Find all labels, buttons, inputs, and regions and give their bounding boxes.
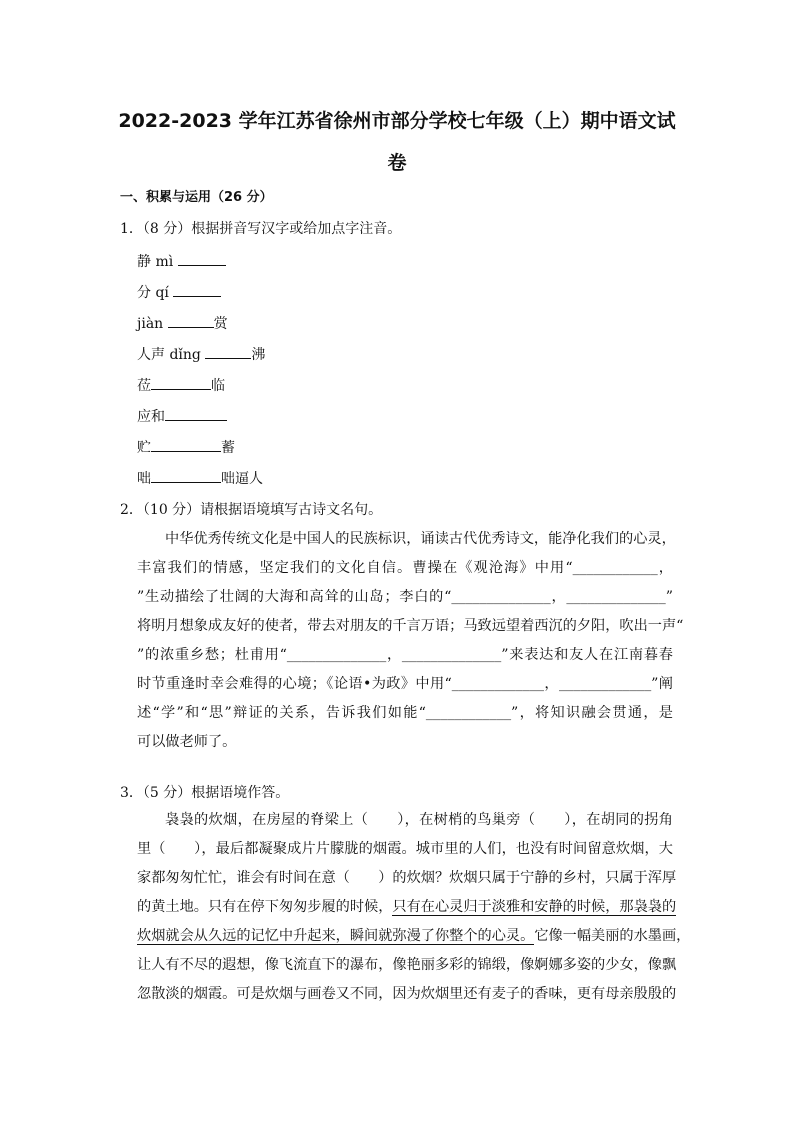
passage-line: 时节重逢时幸会难得的心境；《论语•为政》中用“_____________，_____________”阐 xyxy=(137,676,673,692)
answer-blank[interactable] xyxy=(168,315,214,328)
question-3-passage xyxy=(137,806,691,1009)
answer-blank[interactable] xyxy=(151,470,221,483)
answer-blank[interactable] xyxy=(151,439,221,452)
q1-item-suffix: 沸 xyxy=(251,347,266,363)
q1-item-3 xyxy=(137,313,228,333)
underlined-sentence: 炊烟就会从久远的记忆中升起来，瞬间就弥漫了你整个的心灵。 xyxy=(137,928,535,944)
passage-text: 袅袅的炊烟，在房屋的脊梁上（ ），在树梢的鸟巢旁（ ），在胡同的拐角 xyxy=(165,812,673,828)
passage-line xyxy=(137,806,673,835)
passage-line xyxy=(137,893,677,922)
q1-item-text: 分 qí xyxy=(137,285,169,301)
passage-line: ”的浓重乡愁；杜甫用“______________，______________”来表达和友人在江南暮春 xyxy=(137,647,673,663)
underlined-sentence: 只有在心灵归于淡雅和安静的时候，那袅袅的 xyxy=(392,899,677,915)
section-heading: 一、积累与运用（26 分） xyxy=(120,190,273,205)
q1-item-suffix: 临 xyxy=(211,378,225,394)
q1-item-suffix: 赏 xyxy=(213,316,228,332)
q1-item-text: 咄 xyxy=(137,471,151,487)
q1-item-8 xyxy=(137,468,263,488)
q1-item-text: 应和 xyxy=(137,409,165,425)
passage-line xyxy=(137,922,691,951)
question-3-label: 3．（5 分）根据语境作答。 xyxy=(120,785,290,801)
passage-line: 述“学”和“思”辩证的关系，告诉我们如能“____________”，将知识融会贯通，是 xyxy=(137,705,673,721)
page-title: 2022-2023 学年江苏省徐州市部分学校七年级（上）期中语文试 xyxy=(118,110,676,132)
page-title-continued: 卷 xyxy=(387,152,407,174)
passage-text: 忽散淡的烟霞。可是炊烟与画卷又不同，因为炊烟里还有麦子的香味，更有母亲殷殷的 xyxy=(137,986,677,1002)
passage-text: 的黄土地。只有在停下匆匆步履的时候， xyxy=(137,899,393,915)
q1-item-suffix: 蓄 xyxy=(221,440,235,456)
q1-item-4 xyxy=(137,344,265,364)
q1-item-1 xyxy=(137,251,226,271)
q1-item-5 xyxy=(137,375,225,395)
question-2-passage xyxy=(137,525,684,757)
answer-blank[interactable] xyxy=(173,284,221,297)
question-1-label: 1．（8 分）根据拼音写汉字或给加点字注音。 xyxy=(120,221,402,237)
passage-line xyxy=(137,864,677,893)
answer-blank[interactable] xyxy=(151,377,211,390)
q1-item-text: 莅 xyxy=(137,378,151,394)
passage-line: 将明月想象成友好的使者，带去对朋友的千言万语；马致远望着西沉的夕阳，吹出一声“ xyxy=(137,618,684,634)
passage-line xyxy=(137,835,673,864)
passage-text: 让人有不尽的遐想，像飞流直下的瀑布，像艳丽多彩的锦缎，像婀娜多姿的少女，像飘 xyxy=(137,957,677,973)
passage-line: 可以做老师了。 xyxy=(137,734,237,750)
answer-blank[interactable] xyxy=(178,253,226,266)
passage-text: 家都匆匆忙忙，谁会有时间在意（ ）的炊烟？炊烟只属于宁静的乡村，只属于浑厚 xyxy=(137,870,677,886)
q1-item-7 xyxy=(137,437,235,457)
passage-line xyxy=(137,951,677,980)
q1-item-text: 贮 xyxy=(137,440,151,456)
q1-item-text: 静 mì xyxy=(137,254,174,270)
q1-item-2 xyxy=(137,282,221,302)
passage-line: 中华优秀传统文化是中国人的民族标识，诵读古代优秀诗文，能净化我们的心灵， xyxy=(165,531,676,547)
q1-item-text: jiàn xyxy=(137,316,164,332)
answer-blank[interactable] xyxy=(205,346,251,359)
answer-blank[interactable] xyxy=(165,408,227,421)
passage-line: 丰富我们的情感，坚定我们的文化自信。曹操在《观沧海》中用“____________， xyxy=(137,560,673,576)
passage-line xyxy=(137,980,677,1009)
passage-line: ”生动描绘了壮阔的大海和高耸的山岛；李白的“______________，______________” xyxy=(137,589,673,605)
question-2-label: 2．（10 分）请根据语境填写古诗文名句。 xyxy=(120,502,383,518)
passage-text: 它像一幅美丽的水墨画， xyxy=(534,928,691,944)
q1-item-suffix: 咄逼人 xyxy=(221,471,263,487)
q1-item-6 xyxy=(137,406,227,426)
q1-item-text: 人声 dǐng xyxy=(137,347,201,363)
passage-text: 里（ ），最后都凝聚成片片朦胧的烟霞。城市里的人们，也没有时间留意炊烟，大 xyxy=(137,841,673,857)
